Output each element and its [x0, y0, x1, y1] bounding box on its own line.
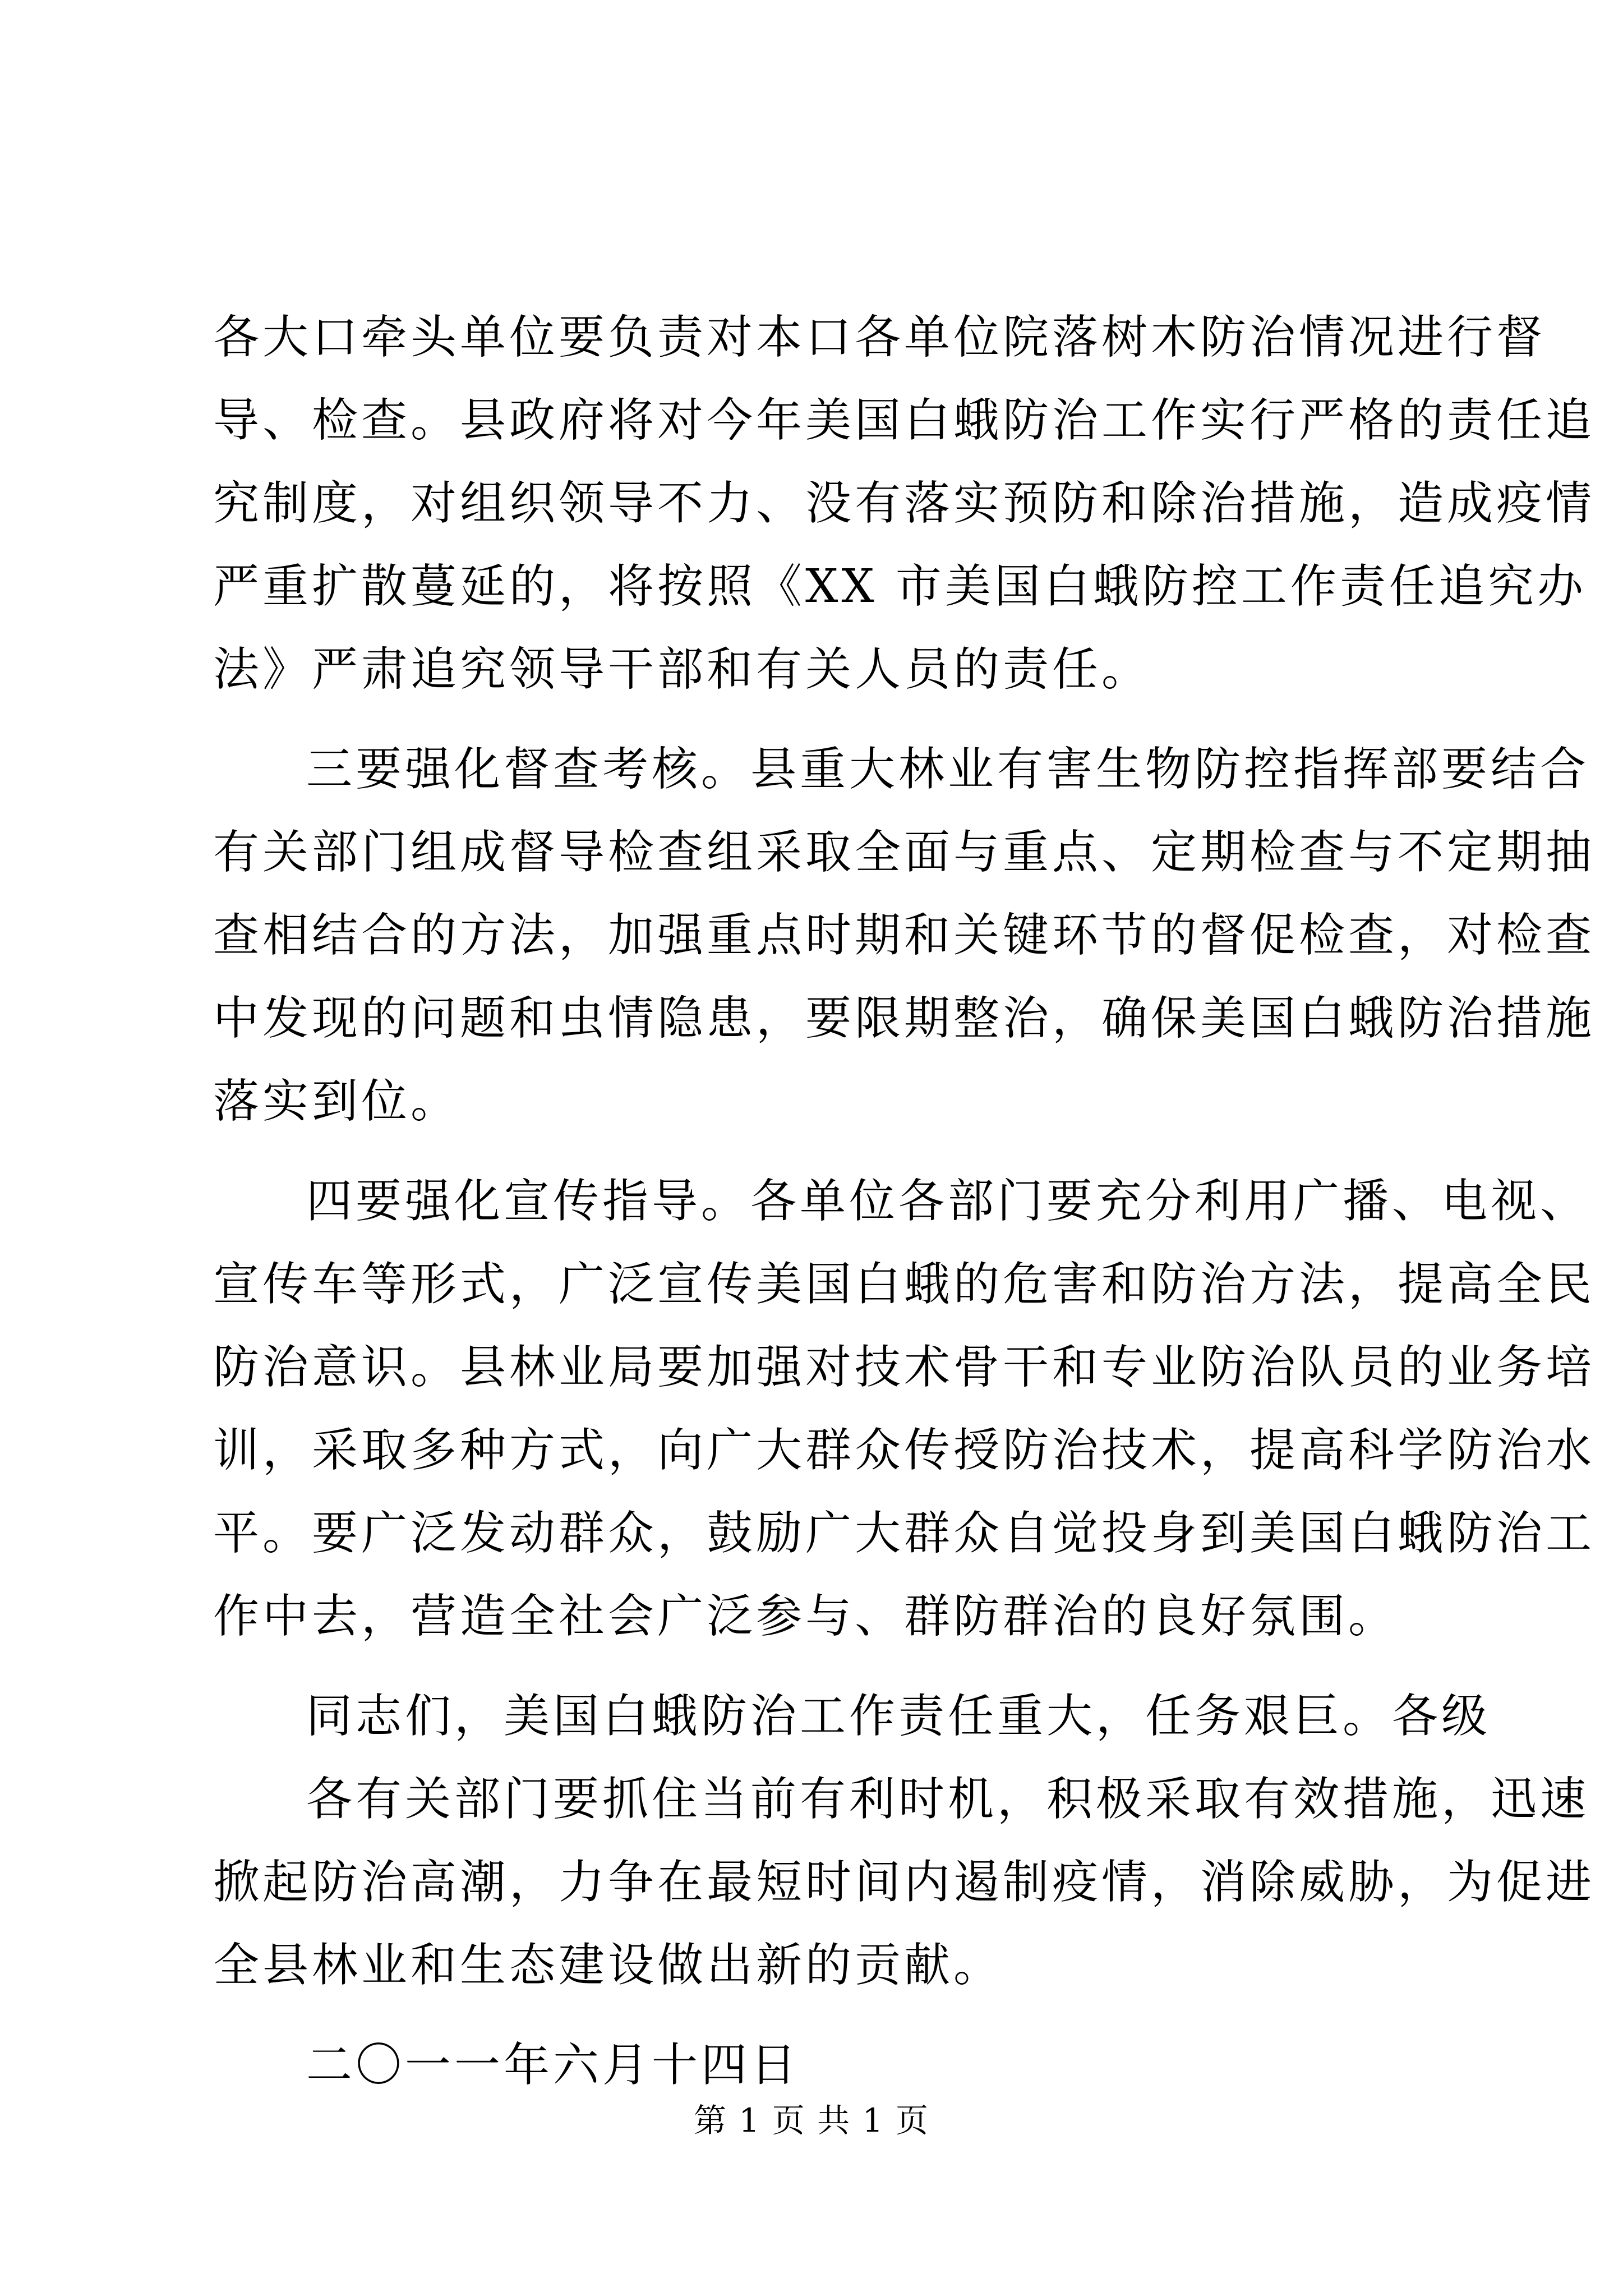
- paragraph-start-line: 各有关部门要抓住当前有利时机，积极采取有效措施，迅速: [306, 1773, 1590, 1826]
- text-line: 各大口牵头单位要负责对本口各单位院落树木防治情况进行督: [213, 311, 1546, 364]
- text-line: 掀起防治高潮，力争在最短时间内遏制疫情，消除威胁，为促进: [213, 1856, 1596, 1909]
- text-line: 究制度，对组织领导不力、没有落实预防和除治措施，造成疫情: [213, 477, 1596, 530]
- paragraph-start-line: 同志们，美国白蛾防治工作责任重大，任务艰巨。各级: [306, 1690, 1491, 1743]
- paragraph-start-line: 四要强化宣传指导。各单位各部门要充分利用广播、电视、: [306, 1175, 1590, 1228]
- paragraph-start-line: 三要强化督查考核。县重大林业有害生物防控指挥部要结合: [306, 743, 1590, 796]
- text-line: 有关部门组成督导检查组采取全面与重点、定期检查与不定期抽: [213, 826, 1596, 879]
- text-line: 平。要广泛发动群众，鼓励广大群众自觉投身到美国白蛾防治工: [213, 1507, 1596, 1560]
- text-line: 全县林业和生态建设做出新的贡献。: [213, 1939, 1003, 1992]
- text-line: 严重扩散蔓延的，将按照《XX 市美国白蛾防控工作责任追究办: [213, 560, 1587, 613]
- text-line: 查相结合的方法，加强重点时期和关键环节的督促检查，对检查: [213, 909, 1596, 962]
- page-footer: [0, 2098, 1623, 2143]
- text-line: 导、检查。县政府将对今年美国白蛾防治工作实行严格的责任追: [213, 394, 1596, 447]
- text-line: 法》严肃追究领导干部和有关人员的责任。: [213, 643, 1151, 696]
- text-line: 训，采取多种方式，向广大群众传授防治技术，提高科学防治水: [213, 1424, 1596, 1477]
- text-line: 防治意识。县林业局要加强对技术骨干和专业防治队员的业务培: [213, 1341, 1596, 1394]
- document-body: [213, 296, 1596, 2107]
- text-line: 落实到位。: [213, 1075, 460, 1128]
- document-date: 二〇一一年六月十四日: [306, 2039, 800, 2092]
- text-line: 中发现的问题和虫情隐患，要限期整治，确保美国白蛾防治措施: [213, 992, 1596, 1045]
- text-line: 宣传车等形式，广泛宣传美国白蛾的危害和防治方法，提高全民: [213, 1258, 1596, 1311]
- text-line: 作中去，营造全社会广泛参与、群防群治的良好氛围。: [213, 1590, 1398, 1643]
- page-number-label: 第 1 页 共 1 页: [694, 2101, 929, 2139]
